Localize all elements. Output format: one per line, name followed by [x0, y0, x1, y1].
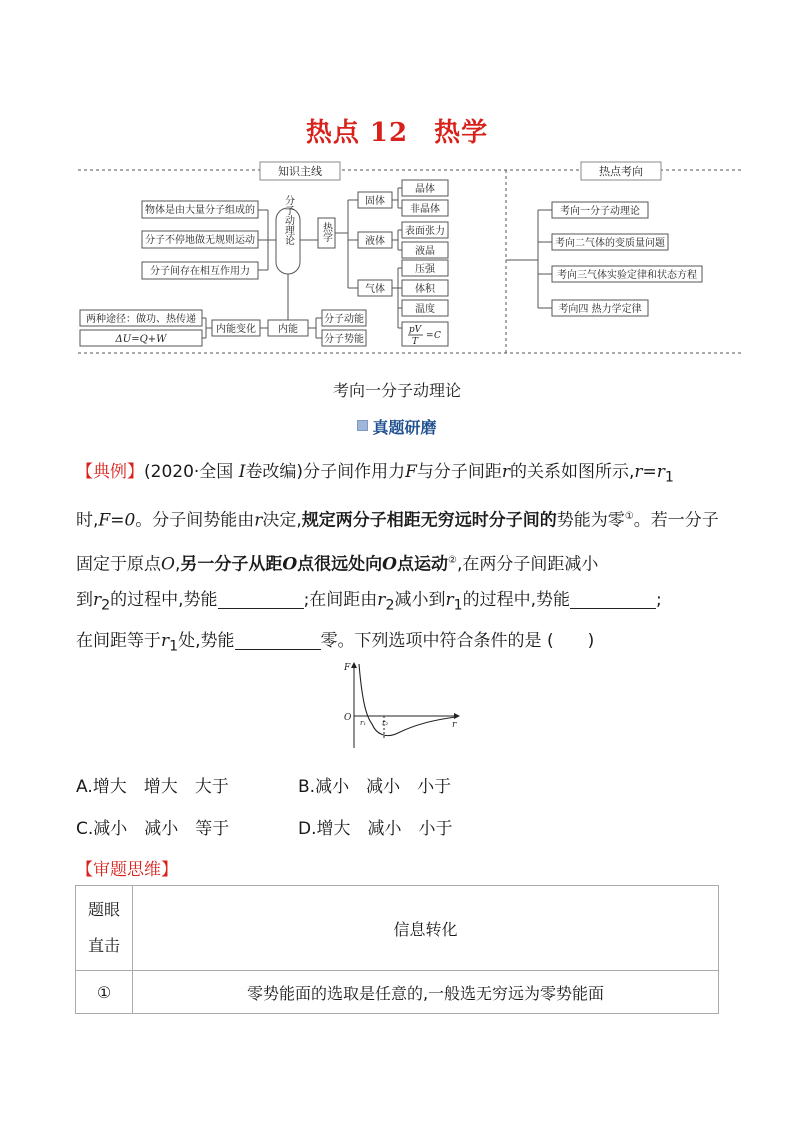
row-mark: ①	[76, 971, 133, 1014]
map-ways: 两种途径：做功、热传递	[86, 314, 196, 325]
graph-origin: O	[344, 713, 352, 723]
map-state: 气体	[365, 284, 385, 295]
example-line-3: 到$r_2$的过程中,势能 ;在间距由$r_2$减小到$r_1$的过程中,势能 ;	[76, 590, 662, 614]
graph-r1: r₁	[360, 719, 367, 727]
map-item: 压强	[415, 264, 435, 275]
option-d[interactable]: D.增大 减小 小于	[298, 819, 453, 839]
map-item: 晶体	[415, 184, 435, 195]
map-potential: 分子势能	[324, 334, 364, 345]
map-direction: 考向四 热力学定律	[558, 304, 642, 315]
map-direction: 考向一分子动理论	[560, 206, 640, 217]
answer-blank-1[interactable]	[218, 590, 304, 609]
map-energy-change: 内能变化	[216, 324, 256, 335]
map-item: 体积	[415, 284, 435, 295]
graph-r2: r₂	[382, 719, 389, 727]
map-state: 液体	[365, 236, 385, 247]
svg-text:=: =	[426, 331, 434, 341]
svg-text:T: T	[411, 337, 419, 347]
row-text: 零势能面的选取是任意的,一般选无穷远为零势能面	[133, 971, 719, 1014]
header-left: 题眼 直击	[76, 886, 133, 971]
map-fact: 物体是由大量分子组成的	[145, 205, 255, 216]
graph-ylabel: F	[344, 663, 351, 673]
map-state: 固体	[365, 196, 385, 207]
map-first-law: ΔU=Q+W	[115, 334, 167, 345]
map-internal-energy: 内能	[278, 324, 298, 335]
answer-blank-3[interactable]	[235, 631, 321, 650]
map-item: 液晶	[415, 246, 435, 257]
example-line-4: 在间距等于$r_1$处,势能 零。下列选项中符合条件的是 ( )	[76, 631, 595, 655]
map-header-directions: 热点考向	[599, 165, 643, 178]
direction-subtitle: 考向一分子动理论	[332, 381, 461, 400]
thinking-table	[75, 885, 719, 1014]
table-row	[76, 971, 719, 1014]
example-paragraph: 【典例】(2020·全国 Ⅰ卷改编)分子间作用力F与分子间距r的关系如图所示$,r=r_1$时,F=0。分子间势能由r决定,规定两分子相距无穷远时分子间的势能为零①。若一分子固定于原点O,另一分子从距O点很远处向O点运动②,在两分子间距减小	[76, 462, 719, 575]
map-theory: 分子动理论	[282, 195, 294, 245]
map-direction: 考向二气体的变质量问题	[555, 238, 665, 249]
page-title: 热点 12 热学	[305, 118, 489, 148]
map-fact: 分子间存在相互作用力	[150, 266, 250, 277]
force-curve	[359, 664, 456, 736]
svg-text:C: C	[434, 331, 441, 341]
table-header-row	[76, 886, 719, 971]
map-header-knowledge: 知识主线	[278, 165, 322, 178]
option-b[interactable]: B.减小 减小 小于	[298, 777, 452, 797]
map-thermo: 热学	[320, 222, 332, 242]
map-fact: 分子不停地做无规则运动	[145, 235, 255, 246]
thinking-label: 【审题思维】	[76, 860, 178, 880]
section-icon	[357, 420, 368, 431]
force-distance-graph	[340, 660, 462, 752]
map-item: 温度	[415, 304, 435, 315]
option-c[interactable]: C.减小 减小 等于	[76, 819, 230, 839]
header-right: 信息转化	[133, 886, 719, 971]
map-direction: 考向三气体实验定律和状态方程	[557, 270, 697, 281]
map-item: 表面张力	[405, 226, 445, 237]
option-a[interactable]: A.增大 增大 大于	[76, 777, 229, 797]
knowledge-map	[78, 160, 742, 356]
x-axis-arrow	[454, 713, 460, 719]
map-item: 非晶体	[410, 204, 440, 215]
section-heading: 真题研磨	[0, 415, 794, 438]
graph-xlabel: r	[452, 720, 457, 730]
y-axis-arrow	[351, 662, 357, 668]
map-kinetic: 分子动能	[324, 314, 364, 325]
answer-blank-2[interactable]	[570, 590, 656, 609]
svg-text:pV: pV	[408, 325, 422, 335]
gas-law-formula	[408, 325, 441, 347]
